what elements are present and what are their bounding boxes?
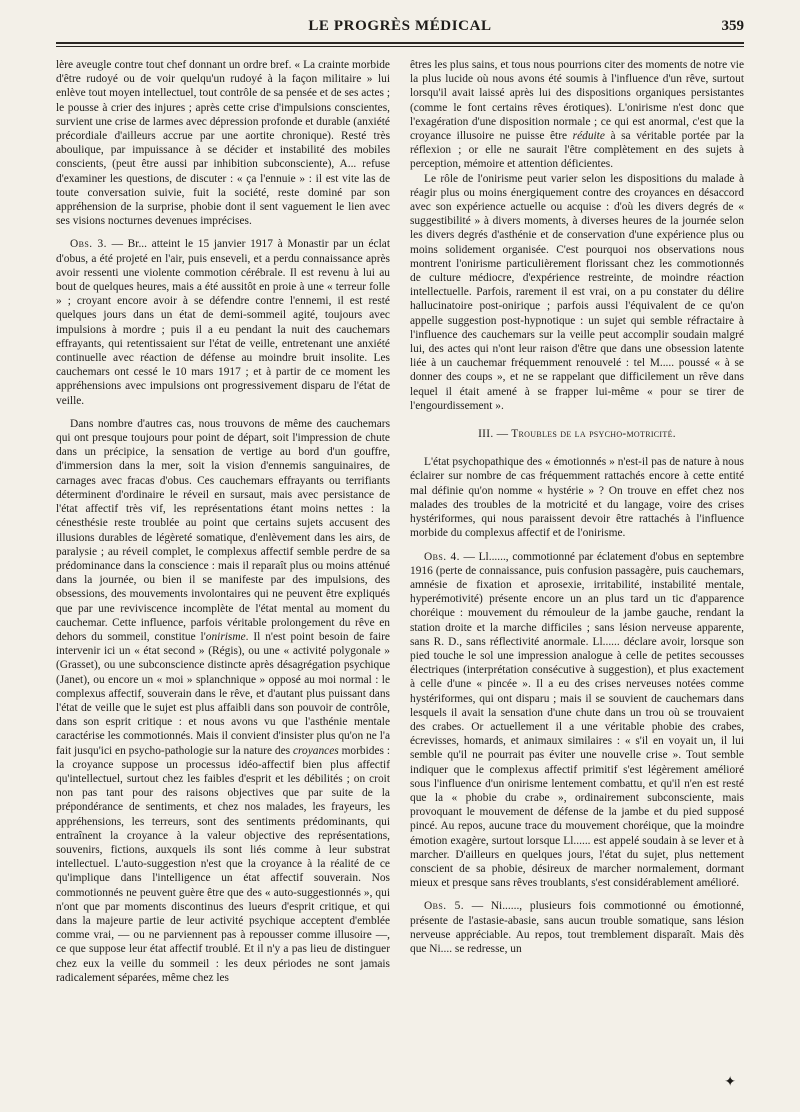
header-rule-thin [56,46,744,47]
right-column [410,58,744,1078]
page-number: 359 [721,18,744,34]
observation-text: — Ll......, commotionné par éclatement d'obus en septembre 1916 (perte de connaissance, puis confusion passagère, puis cauchemars, amnésie de fixation et aprosexie, irritabilité, instabilité mentale, hyperémotivité) présente encore un an plus tard un tic d'apparence choréique : mouvement du rémouleur de la jambe gauche, rendant la station droite et la marche difficiles ; sans lésion nerveuse apparente, sans R. D., sans réflectivité anormale. Ll...... déclare avoir, lorsque son pied touche le sol une impression analogue à celle de petites secousses électriques (interprétation consécutive à suggestion), et plus exactement à celle d'une « pincée ». Il a eu des crises nerveuses notées comme hystériformes, qui ont disparu ; mais il se souvient de cauchemars dans lesquels il avait la sensation d'une chute dans un trou où se trouvaient des crabes. Or actuellement il a une véritable phobie des crabes, écrevisses, homards, et animaux similaires : « s'il en voyait un, il lui semble qu'il ne pourrait pas éviter une nouvelle crise ». Tout semble indiquer que le complexus affectif primitif s'est légèrement amélioré sous l'influence d'un onirisme lentement combattu, et qu'il n'en est resté que la « phobie du crabe », ordinairement subconsciente, mais provoquant le mouvement de défense de la jambe et du pied supposé pincé. Au repos, aucune trace du mouvement choréique, que la moindre émotion exagère, surtout lorsque Ll...... est appelé soudain à se lever et à marcher. D'ailleurs en quelques jours, l'état du sujet, plus nettement conscient de sa phobie, désireux de marcher normalement, dormant mieux et presque sans rêves troublants, s'est considérablement amélioré. [410,550,744,890]
paragraph: Le rôle de l'onirisme peut varier selon les dispositions du malade à réagir plus ou moins énergiquement contre des croyances en désaccord avec son expérience actuelle ou acquise : d'où les divers degrés de « suggestibilité » à divers moments, à diverses heures de la journée selon les divers degrés d'asthénie et de conservation d'une expérience plus ou moins solidement organisée. C'est pourquoi nos observations nous montrent l'onirisme particulièrement florissant chez les commotionnés de culture médiocre, d'expérience restreinte, de moindre réaction intellectuelle. Parfois, rarement il est vrai, on a pu constater du délire hallucinatoire post-onirique ; parfois aussi l'équivalent de ce qu'on appelle suggestion post-hypnotique : un sujet qui semble réfractaire à l'influence des cauchemars sur la veille peut accomplir soudain malgré lui, des actes qui n'ont leur raison d'être que dans une obsession latente liée à un cauchemar fréquemment renouvelé : tel M..... poussé « à se donner des coups », et ne se rappelant que difficilement un rêve dans lequel il était amené à se frapper lui-même « pour se tirer de l'engourdissement ». [410,172,744,412]
paragraph-text: morbides : la croyance suppose un processus idéo-affectif bien plus affectif qu'intellectuel, surtout chez les faibles d'esprit et les débilités ; on croit non pas tant pour des raisons objectives que par suite de la prépondérance de sentiments, et chez nos malades, les frayeurs, les appréhensions, les terreurs, sont des sentiments prédominants, qui entraînent la croyance à la valeur objective des représentations, souvenirs, fictions, auxquels ils sont liés comme à leur substrat intellectuel. L'auto-suggestion n'est que la croyance à la réalité de ce qu'implique dans l'intelligence un état affectif souverain. Nos commotionnés ne peuvent guère être que des « auto-suggestionnés », qui n'ont que par moments discontinus des lueurs d'esprit critique, et qui dans la majeure partie de leur activité psychique acceptent d'emblée comme vrai, — ou ne parviennent pas à repousser comme illusoire —, ce que suppose leur état affectif troublé. Et il n'y a pas lieu de distinguer chez eux la veille du sommeil : les deux périodes ne sont jamais radicalement séparées, même chez les [56,744,390,984]
paragraph-text: à sa véritable portée par la réflexion ; or elle ne saurait l'être complètement en des sujets à perception, mémoire et attention déficientes. [410,130,744,171]
observation-3 [56,237,390,407]
paragraph [410,58,744,172]
paragraph-text: Dans nombre d'autres cas, nous trouvons de même des cauchemars qui ont presque toujours pour point de départ, soit l'impression de chute dans un précipice, la sensation de vertige au bord d'un gouffre, d'immersion dans la mer, soit la vision d'ennemis sanguinaires, de carnages avec fracas d'obus. Ces cauchemars effrayants ou terrifiants déterminent d'ordinaire le réveil en sursaut, mais avec persistance de l'état affectif très vif, les représentations étant moins nettes : la cénesthésie reste troublée au point que certains sujets accusent des illusions durables de légèreté somatique, d'enlèvement dans les airs, de paralysie ; au réveil complet, le complexus affectif semble perdre de sa prédominance dans la conscience : mais il reparaît plus ou moins atténué dans la journée, ou bien il se manifeste par des impulsions, des obsessions, des mouvements involontaires qui ne peuvent être expliqués que par une reviviscence incomplète de l'état mental au moment du cauchemar. Cette influence, parfois véritable prolongement du rêve en dehors du sommeil, constitue l' [56,417,390,643]
text-columns [56,58,744,1078]
section-heading: III. — Troubles de la psycho-motricité. [478,428,676,441]
observation-label: Obs. 4. [424,550,460,563]
emphasis-reduite: réduite [572,130,605,143]
ornament-icon: ✦ [724,1075,736,1090]
paragraph-text: êtres les plus sains, et tous nous pourrions citer des moments de notre vie la plus lucide où nous avons été soumis à l'influence d'un rêve, surtout lorsqu'il avait laissé après lui des dispositions organiques persistantes (comme le font certains rêves érotiques). L'onirisme n'est donc que l'exagération d'une disposition normale ; ce qui est anormal, c'est que la croyance illusoire ne puisse être [410,59,744,143]
paragraph: lère aveugle contre tout chef donnant un ordre bref. « La crainte morbide d'être rudoyé ou de voir quelqu'un rudoyé à la façon militaire » lui enlève tout moyen intellectuel, tout contrôle de sa pensée et de ses actes ; le pousse à crier des injures ; après cette crise d'impulsions conscientes, survient une crise de larmes avec dépression profonde et durable (anxiété précordiale d'ailleurs accrue par une aortite chronique). Resté très aboulique, par impuissance à se décider et instabilité des mobiles conscients, (peut être aussi par inhibition subconsciente), A... refuse d'examiner les questions, de discuter : « ça l'ennuie » : il est vite las de toute conversation suivie, fuit la société, reste dominé par son appréhension de la surprise, phobie dont il sent vaguement le lien avec ses visions nocturnes devenues imprécises. [56,59,390,228]
emphasis-onirisme: onirisme [205,630,246,643]
observation-5 [410,899,744,956]
observation-label: Obs. 3. [70,238,107,251]
header-rule [56,42,744,44]
emphasis-croyances: croyances [292,744,339,757]
page-header [56,16,744,40]
running-title: LE PROGRÈS MÉDICAL [308,18,492,34]
observation-4 [410,550,744,891]
paragraph [56,417,390,985]
paragraph-text: . Il n'est point besoin de faire intervenir ici un « état second » (Régis), ou une « activité polygonale » (Grasset), ou une subconscience distincte après désagrégation psychique (Janet), ou encore un « moi » splanchnique » opposé au moi normal : le complexus affectif, souverain dans le rêve, et d'autant plus puissant dans l'état de veille que le sujet est plus affaibli dans son pouvoir de contrôle, dans son esprit critique : et nous avons vu que l'asthénie mentale caractérise les commotionnés. Mais il convient d'insister plus qu'on ne l'a fait jusqu'ici en psycho-pathologie sur la nature des [56,630,390,757]
paragraph: L'état psychopathique des « émotionnés » n'est-il pas de nature à nous éclairer sur nombre de cas fréquemment rattachés encore à cette entité mal définie qu'on nomme « hystérie » ? On trouve en effet chez nos malades des troubles de la motricité et du langage, voire des crises hystériformes, qui nous paraissent devoir être rattachés à l'influence morbide du complexus affectif et de l'onirisme. [410,456,744,540]
observation-text: — Br... atteint le 15 janvier 1917 à Monastir par un éclat d'obus, a été projeté en l'air, puis enseveli, et a perdu connaissance après avoir ressenti une violente commotion cérébrale. Il est revenu à lui au bout de quelques heures, mais a été aussitôt en proie à une « terreur folle » ; croyant encore avoir à se défendre contre l'ennemi, il est resté quelques jours dans un état de demi-sommeil agité, toujours avec impulsions à mordre ; puis il a eu pendant la nuit des cauchemars effrayants, qui retentissaient sur l'état de veille, entretenant une anxiété continuelle avec réaction de défense au moindre bruit insolite. Les cauchemars ont cessé le 10 mars 1917 ; et à partir de ce moment les appréhensions avec impulsions ont progressivement disparu de l'état de veille. [56,238,390,407]
left-column [56,58,390,1078]
observation-text: — Ni......, plusieurs fois commotionné ou émotionné, présente de l'astasie-abasie, sans aucun trouble somatique, sans lésion nerveuse appréciable. Au repos, tout tremblement disparaît. Mais dès que Ni.... se redresse, un [410,900,744,955]
observation-label: Obs. 5. [424,900,464,913]
